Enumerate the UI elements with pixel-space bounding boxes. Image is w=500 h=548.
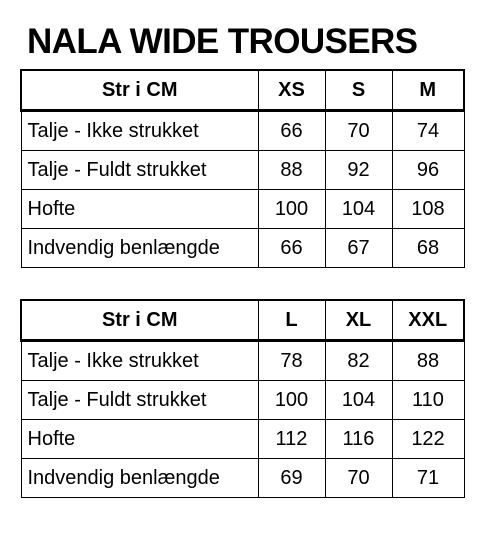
table-cell: 110 xyxy=(392,381,464,420)
table-cell: 100 xyxy=(258,381,325,420)
row-label: Talje - Fuldt strukket xyxy=(21,151,258,190)
table-row xyxy=(21,420,464,459)
table-row xyxy=(21,341,464,381)
table-cell: 88 xyxy=(392,341,464,381)
table-cell: 68 xyxy=(392,229,464,268)
table-cell: 78 xyxy=(258,341,325,381)
row-label: Indvendig benlængde xyxy=(21,229,258,268)
header-cell-size-l: L xyxy=(258,300,325,341)
table-header-row xyxy=(21,70,464,111)
table-cell: 122 xyxy=(392,420,464,459)
table-cell: 66 xyxy=(258,111,325,151)
row-label: Hofte xyxy=(21,190,258,229)
table-row xyxy=(21,151,464,190)
header-cell-measure: Str i CM xyxy=(21,300,258,341)
table-cell: 104 xyxy=(325,381,392,420)
table-cell: 88 xyxy=(258,151,325,190)
table-cell: 66 xyxy=(258,229,325,268)
page-title: NALA WIDE TROUSERS xyxy=(27,22,418,61)
table-cell: 108 xyxy=(392,190,464,229)
size-table-l-xxl xyxy=(20,299,465,498)
table-row xyxy=(21,229,464,268)
table-cell: 104 xyxy=(325,190,392,229)
table-cell: 67 xyxy=(325,229,392,268)
header-cell-size-m: M xyxy=(392,70,464,111)
header-cell-size-xxl: XXL xyxy=(392,300,464,341)
table-cell: 74 xyxy=(392,111,464,151)
table-cell: 70 xyxy=(325,111,392,151)
table-cell: 82 xyxy=(325,341,392,381)
table-row xyxy=(21,459,464,498)
header-cell-measure: Str i CM xyxy=(21,70,258,111)
header-cell-size-xs: XS xyxy=(258,70,325,111)
row-label: Hofte xyxy=(21,420,258,459)
row-label: Talje - Ikke strukket xyxy=(21,341,258,381)
table-cell: 71 xyxy=(392,459,464,498)
header-cell-size-s: S xyxy=(325,70,392,111)
row-label: Talje - Fuldt strukket xyxy=(21,381,258,420)
table-cell: 112 xyxy=(258,420,325,459)
table-cell: 100 xyxy=(258,190,325,229)
table-cell: 92 xyxy=(325,151,392,190)
table-cell: 69 xyxy=(258,459,325,498)
table-row xyxy=(21,381,464,420)
table-row xyxy=(21,111,464,151)
table-header-row xyxy=(21,300,464,341)
table-cell: 116 xyxy=(325,420,392,459)
row-label: Talje - Ikke strukket xyxy=(21,111,258,151)
size-table-xs-m xyxy=(20,69,465,268)
row-label: Indvendig benlængde xyxy=(21,459,258,498)
table-cell: 96 xyxy=(392,151,464,190)
table-cell: 70 xyxy=(325,459,392,498)
header-cell-size-xl: XL xyxy=(325,300,392,341)
table-row xyxy=(21,190,464,229)
